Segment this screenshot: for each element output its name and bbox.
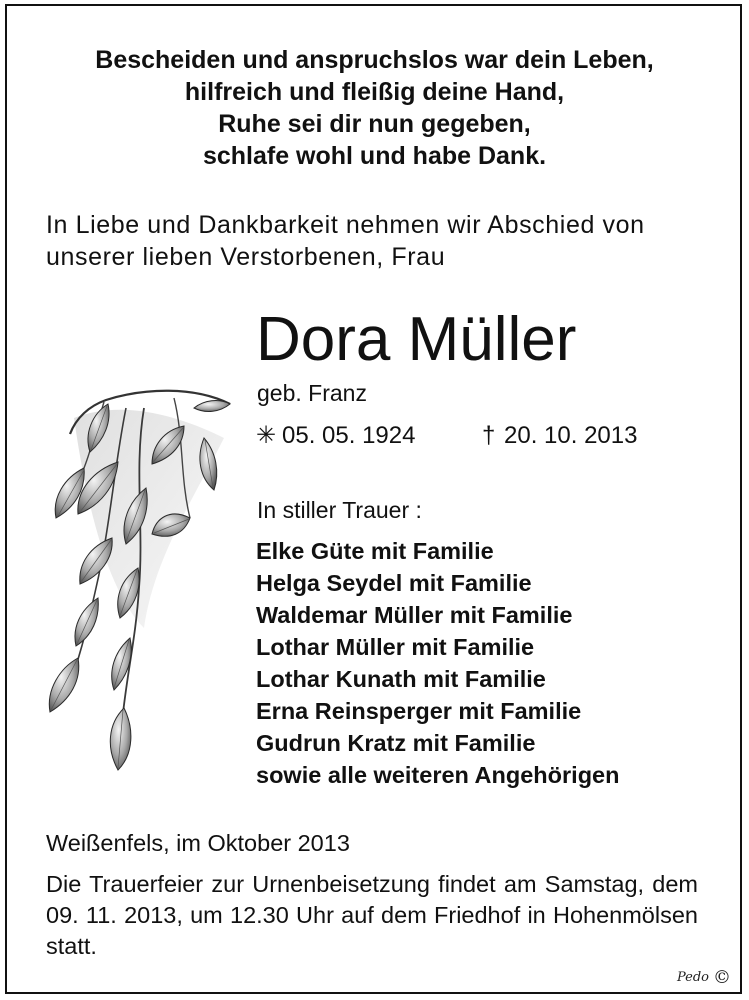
mourner-item: Erna Reinsperger mit Familie xyxy=(256,698,582,724)
signature-text: Pedo xyxy=(676,970,709,985)
life-dates xyxy=(256,421,638,451)
death-date: 20. 10. 2013 xyxy=(504,422,638,449)
mourner-item: Lothar Müller mit Familie xyxy=(256,634,535,660)
poem-line: Ruhe sei dir nun gegeben, xyxy=(218,110,531,138)
mourner-item: Helga Seydel mit Familie xyxy=(256,570,532,596)
cross-icon: † xyxy=(482,422,496,449)
mourner-item: sowie alle weiteren Angehörigen xyxy=(256,762,620,788)
copyright-icon: © xyxy=(713,967,731,988)
deceased-name: Dora Müller xyxy=(256,305,577,374)
birth-star-icon: ✳ xyxy=(256,422,277,449)
mourner-item: Lothar Kunath mit Familie xyxy=(256,666,546,692)
poem-line: hilfreich und fleißig deine Hand, xyxy=(184,78,565,106)
place-date: Weißenfels, im Oktober 2013 xyxy=(46,830,350,856)
poem-line: schlafe wohl und habe Dank. xyxy=(202,142,547,170)
death-entry xyxy=(482,421,637,451)
signature xyxy=(677,967,731,988)
mourner-item: Gudrun Kratz mit Familie xyxy=(256,730,536,756)
mourners-label: In stiller Trauer : xyxy=(257,497,422,523)
birth-name: geb. Franz xyxy=(257,380,367,406)
ceremony-text: Die Trauerfeier zur Urnenbeisetzung findet am Samstag, dem 09. 11. 2013, um 12.30 Uhr auf dem Friedhof in Hohenmölsen statt. xyxy=(46,871,698,959)
mourner-item: Elke Güte mit Familie xyxy=(256,538,494,564)
poem-line: Bescheiden und anspruchslos war dein Leben, xyxy=(95,46,654,74)
birch-branch-illustration-icon xyxy=(34,378,239,783)
intro-text: In Liebe und Dankbarkeit nehmen wir Abschied von unserer lieben Verstorbenen, Frau xyxy=(46,211,645,271)
birth-date: 05. 05. 1924 xyxy=(282,422,416,449)
poem xyxy=(0,44,749,172)
mourners-list xyxy=(256,535,619,791)
mourner-item: Waldemar Müller mit Familie xyxy=(256,602,573,628)
